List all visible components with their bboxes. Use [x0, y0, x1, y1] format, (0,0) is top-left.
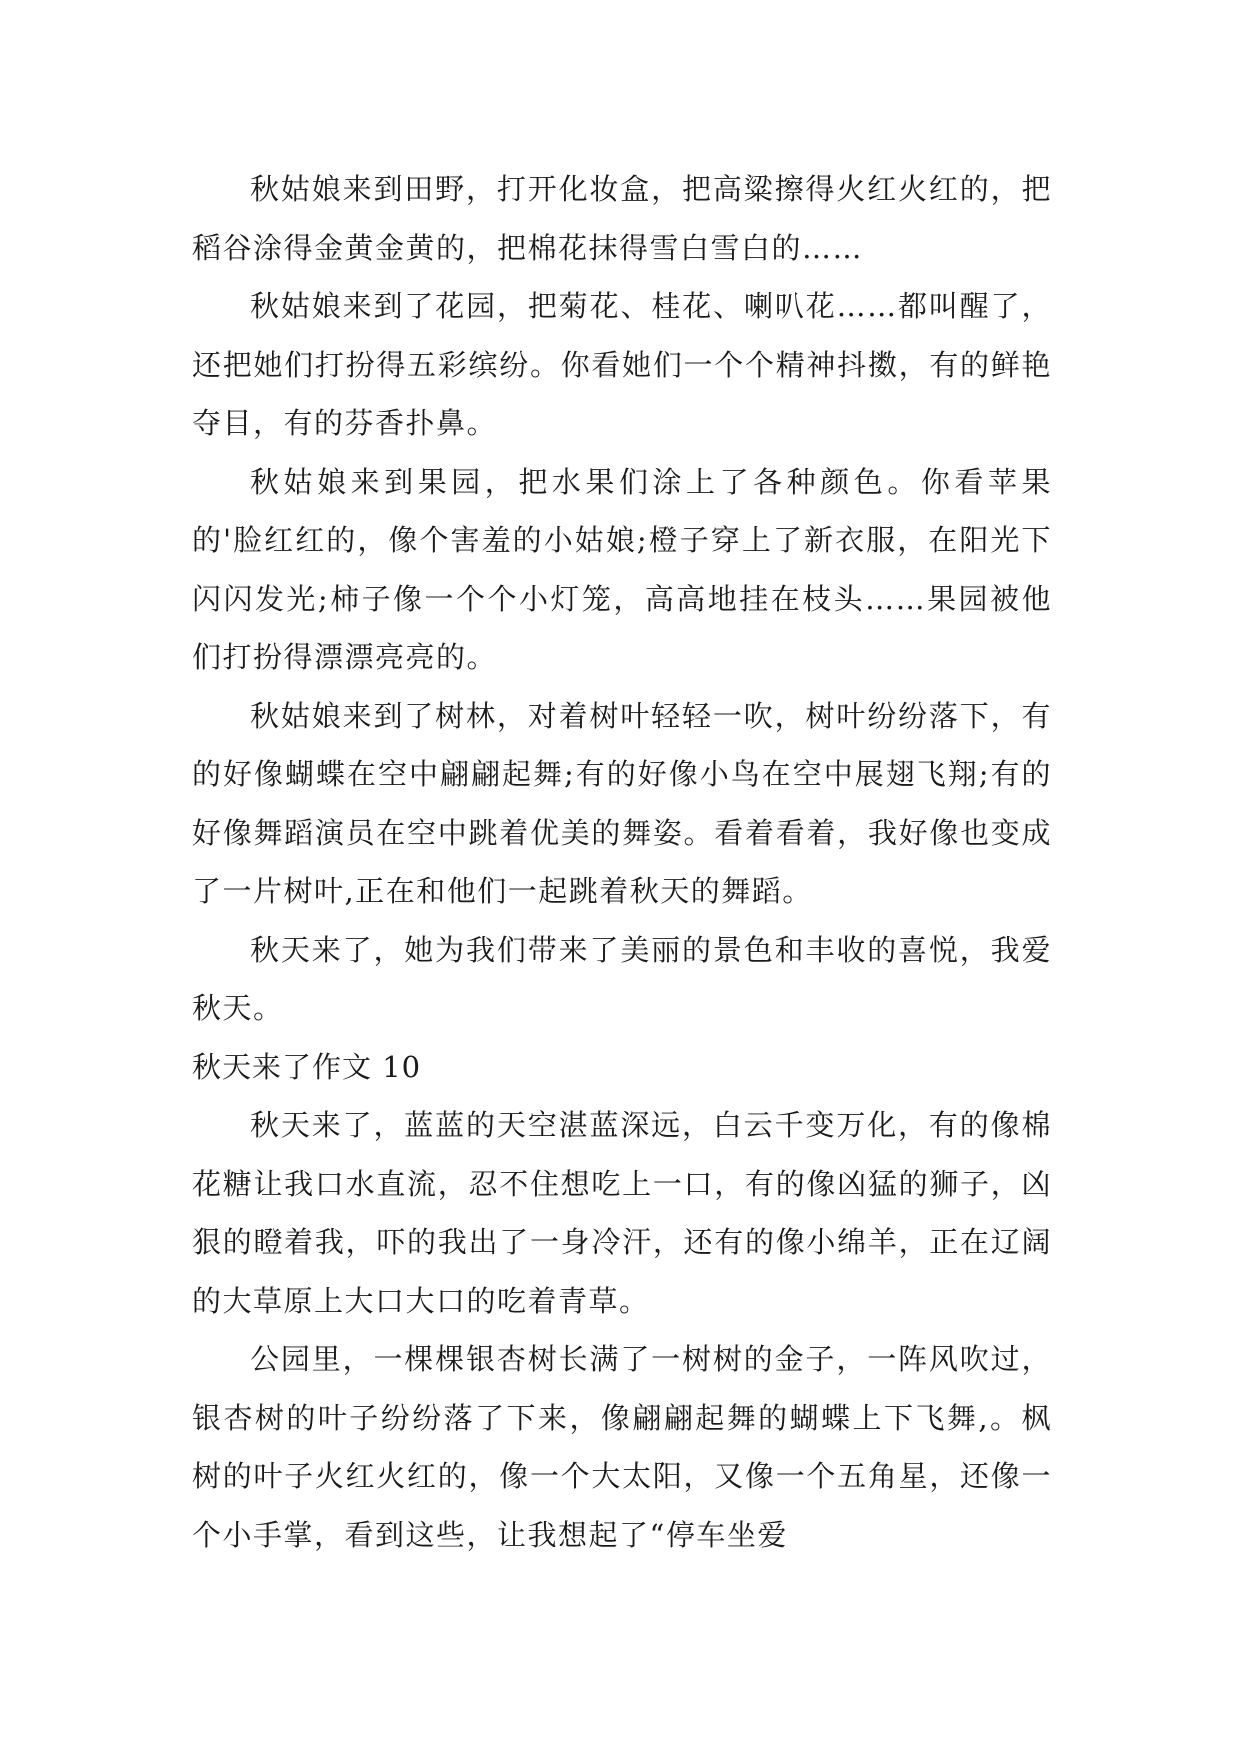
section-heading: 秋天来了作文 10 — [192, 1049, 422, 1084]
paragraph: 公园里，一棵棵银杏树长满了一树树的金子，一阵风吹过，银杏树的叶子纷纷落了下来，像翩翩起舞的蝴蝶上下飞舞,。枫树的叶子火红火红的，像一个大太阳，又像一个五角星，还像一个小手掌，看到这些，让我想起了“停车坐爱 — [192, 1342, 1052, 1552]
paragraph: 秋姑娘来到田野，打开化妆盒，把高粱擦得火红火红的，把稻谷涂得金黄金黄的，把棉花抹得雪白雪白的…… — [192, 172, 1052, 265]
paragraph: 秋天来了，她为我们带来了美丽的景色和丰收的喜悦，我爱秋天。 — [192, 932, 1052, 1025]
paragraph: 秋姑娘来到果园，把水果们涂上了各种颜色。你看苹果的'脸红红的，像个害羞的小姑娘;橙子穿上了新衣服，在阳光下闪闪发光;柿子像一个个小灯笼，高高地挂在枝头……果园被他们打扮得漂漂亮亮的。 — [192, 464, 1052, 674]
paragraph: 秋天来了，蓝蓝的天空湛蓝深远，白云千变万化，有的像棉花糖让我口水直流，忍不住想吃上一口，有的像凶猛的狮子，凶狠的瞪着我，吓的我出了一身冷汗，还有的像小绵羊，正在辽阔的大草原上大口大口的吃着青草。 — [192, 1108, 1052, 1318]
paragraph: 秋姑娘来到了花园，把菊花、桂花、喇叭花……都叫醒了，还把她们打扮得五彩缤纷。你看她们一个个精神抖擞，有的鲜艳夺目，有的芬香扑鼻。 — [192, 289, 1052, 440]
document-body — [192, 160, 1052, 1564]
paragraph: 秋姑娘来到了树林，对着树叶轻轻一吹，树叶纷纷落下，有的好像蝴蝶在空中翩翩起舞;有的好像小鸟在空中展翅飞翔;有的好像舞蹈演员在空中跳着优美的舞姿。看着看着，我好像也变成了一片树叶,正在和他们一起跳着秋天的舞蹈。 — [192, 698, 1052, 908]
